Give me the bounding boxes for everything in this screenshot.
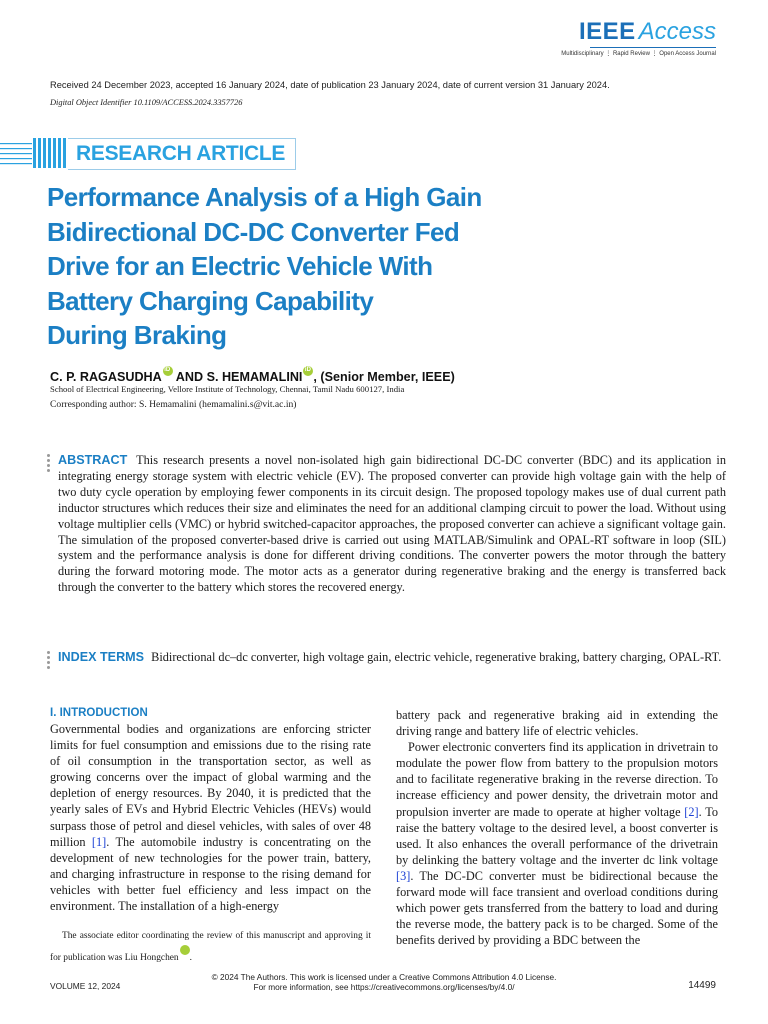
article-type-label: RESEARCH ARTICLE	[76, 142, 286, 165]
journal-logo-access: Access	[638, 18, 716, 45]
title-line: Performance Analysis of a High Gain	[47, 182, 482, 212]
citation-link[interactable]: [3]	[396, 868, 411, 883]
article-type-badge	[68, 138, 296, 170]
journal-logo-ieee: IEEE	[578, 18, 636, 45]
paragraph-text: . To raise the battery voltage to the desired level, a boost converter is used. It also enhances the overall performance of the drivetrain by delinking the battery voltage and the inverter dc link voltage	[396, 804, 718, 867]
title-line: Drive for an Electric Vehicle With	[47, 251, 433, 281]
article-type-stripes-icon	[0, 137, 68, 169]
author-ragasudha: C. P. RAGASUDHA	[50, 370, 162, 384]
title-line: During Braking	[47, 320, 227, 350]
footer-license	[150, 972, 618, 992]
paragraph-text: Governmental bodies and organizations are enforcing stricter limits for fuel consumption and emissions due to the rising rate of oil consumption in the transportation sector, as well as growing concerns over the impact of global warming and the depletion of energy resources. By 2040, it is predicted that the yearly sales of EVs and Hybrid Electric Vehicles (HEVs) would surpass those of petrol and diesel vehicles, with sales of over 48 million	[50, 722, 371, 849]
affiliation: School of Electrical Engineering, Vellore Institute of Technology, Chennai, Tamil Nadu 600127, India	[50, 384, 405, 394]
orcid-icon[interactable]	[163, 366, 173, 376]
logo-rule	[590, 47, 716, 48]
paragraph-text: . The automobile industry is concentrating on the development of new technologies for the power train, battery, and charging infrastructure in response to the rising demand for vehicles with better fuel efficiency and less impact on the environment. The installation of a high-energy	[50, 834, 371, 914]
footer-volume: VOLUME 12, 2024	[50, 981, 121, 991]
abstract-label: ABSTRACT	[58, 453, 128, 467]
page-number: 14499	[688, 980, 716, 991]
orcid-icon[interactable]	[180, 945, 190, 955]
paper-title	[47, 180, 527, 353]
corresponding-author: Corresponding author: S. Hemamalini (hemamalini.s@vit.ac.in)	[50, 399, 297, 410]
index-terms-label: INDEX TERMS	[58, 650, 145, 664]
paragraph-text: Power electronic converters find its application in drivetrain to modulate the power flow from battery to the propulsion motors and to facilitate regenerative braking in the reverse direction. To increase efficiency and power density, the drivetrain motor and propulsion inverter are made to operate at higher voltage	[396, 740, 718, 819]
index-terms-text: Bidirectional dc–dc converter, high voltage gain, electric vehicle, regenerative braking, battery charging, OPAL-RT.	[151, 650, 722, 664]
left-column	[50, 721, 371, 914]
abstract-text: This research presents a novel non-isolated high gain bidirectional DC-DC converter (BDC) and its application in integrating energy storage system with electric vehicle (EV). The proposed converter can provide high voltage gain with the help of two duty cycle operation by employing fewer components in its circuit design. The proposed topology makes use of dual current path inductor structures which reduces their size and eliminates the need for an additional clamping circuit to power the load. Without using voltage multiplier cells (VMC) or hybrid switched-capacitor approaches, the proposed converter can achieve a significant voltage gain. The simulation of the proposed converter-based drive is carried out using MATLAB/Simulink and OPAL-RT software in loop (SIL) system and the performance analysis is done for different driving conditions. The converter powers the motor through the battery during the forward motoring mode. The motor acts as a generator during regenerative braking and the energy is transferred back through the converter to the battery which stores the recovered energy.	[58, 453, 727, 595]
intro-paragraph-2	[396, 739, 718, 948]
index-terms	[58, 650, 726, 666]
section-heading-introduction: I. INTRODUCTION	[50, 707, 148, 719]
paragraph-text: . The DC-DC converter must be bidirectional because the forward mode will face transient and overload conditions during which power gets transferred from the battery to load and during the reverse mode, the battery pack is to be charged. Some of the benefits derived by providing a BDC between the	[396, 868, 718, 948]
citation-link[interactable]: [2]	[684, 804, 699, 819]
received-dates: Received 24 December 2023, accepted 16 January 2024, date of publication 23 January 2024, date of current version 31 January 2024.	[50, 80, 610, 90]
license-line-1: © 2024 The Authors. This work is licensed under a Creative Commons Attribution 4.0 License.	[211, 972, 557, 982]
title-line: Bidirectional DC-DC Converter Fed	[47, 216, 460, 247]
author-membership: , (Senior Member, IEEE)	[313, 370, 455, 384]
editor-note	[50, 929, 371, 966]
license-line-2[interactable]: For more information, see https://creativecommons.org/licenses/by/4.0/	[253, 982, 515, 992]
title-line: Battery Charging Capability	[47, 285, 374, 316]
orcid-icon[interactable]	[303, 366, 313, 376]
journal-logo	[561, 18, 716, 57]
editor-note-text: The associate editor coordinating the review of this manuscript and approving it for publication was Liu Hongchen	[50, 931, 371, 963]
author-hemamalini: AND S. HEMAMALINI	[175, 370, 303, 384]
abstract-dots-icon	[47, 454, 50, 474]
right-column	[396, 707, 718, 948]
intro-paragraph-1-cont: battery pack and regenerative braking aid in extending the driving range and battery life of electric vehicles.	[396, 708, 718, 739]
doi: Digital Object Identifier 10.1109/ACCESS.2024.3357726	[50, 98, 243, 107]
citation-link[interactable]: [1]	[91, 834, 107, 849]
index-terms-dots-icon	[47, 651, 50, 671]
intro-paragraph-1	[50, 721, 371, 914]
author-list	[50, 366, 455, 384]
journal-tagline: Multidisciplinary ⋮ Rapid Review ⋮ Open Access Journal	[561, 51, 716, 57]
abstract	[58, 453, 726, 596]
